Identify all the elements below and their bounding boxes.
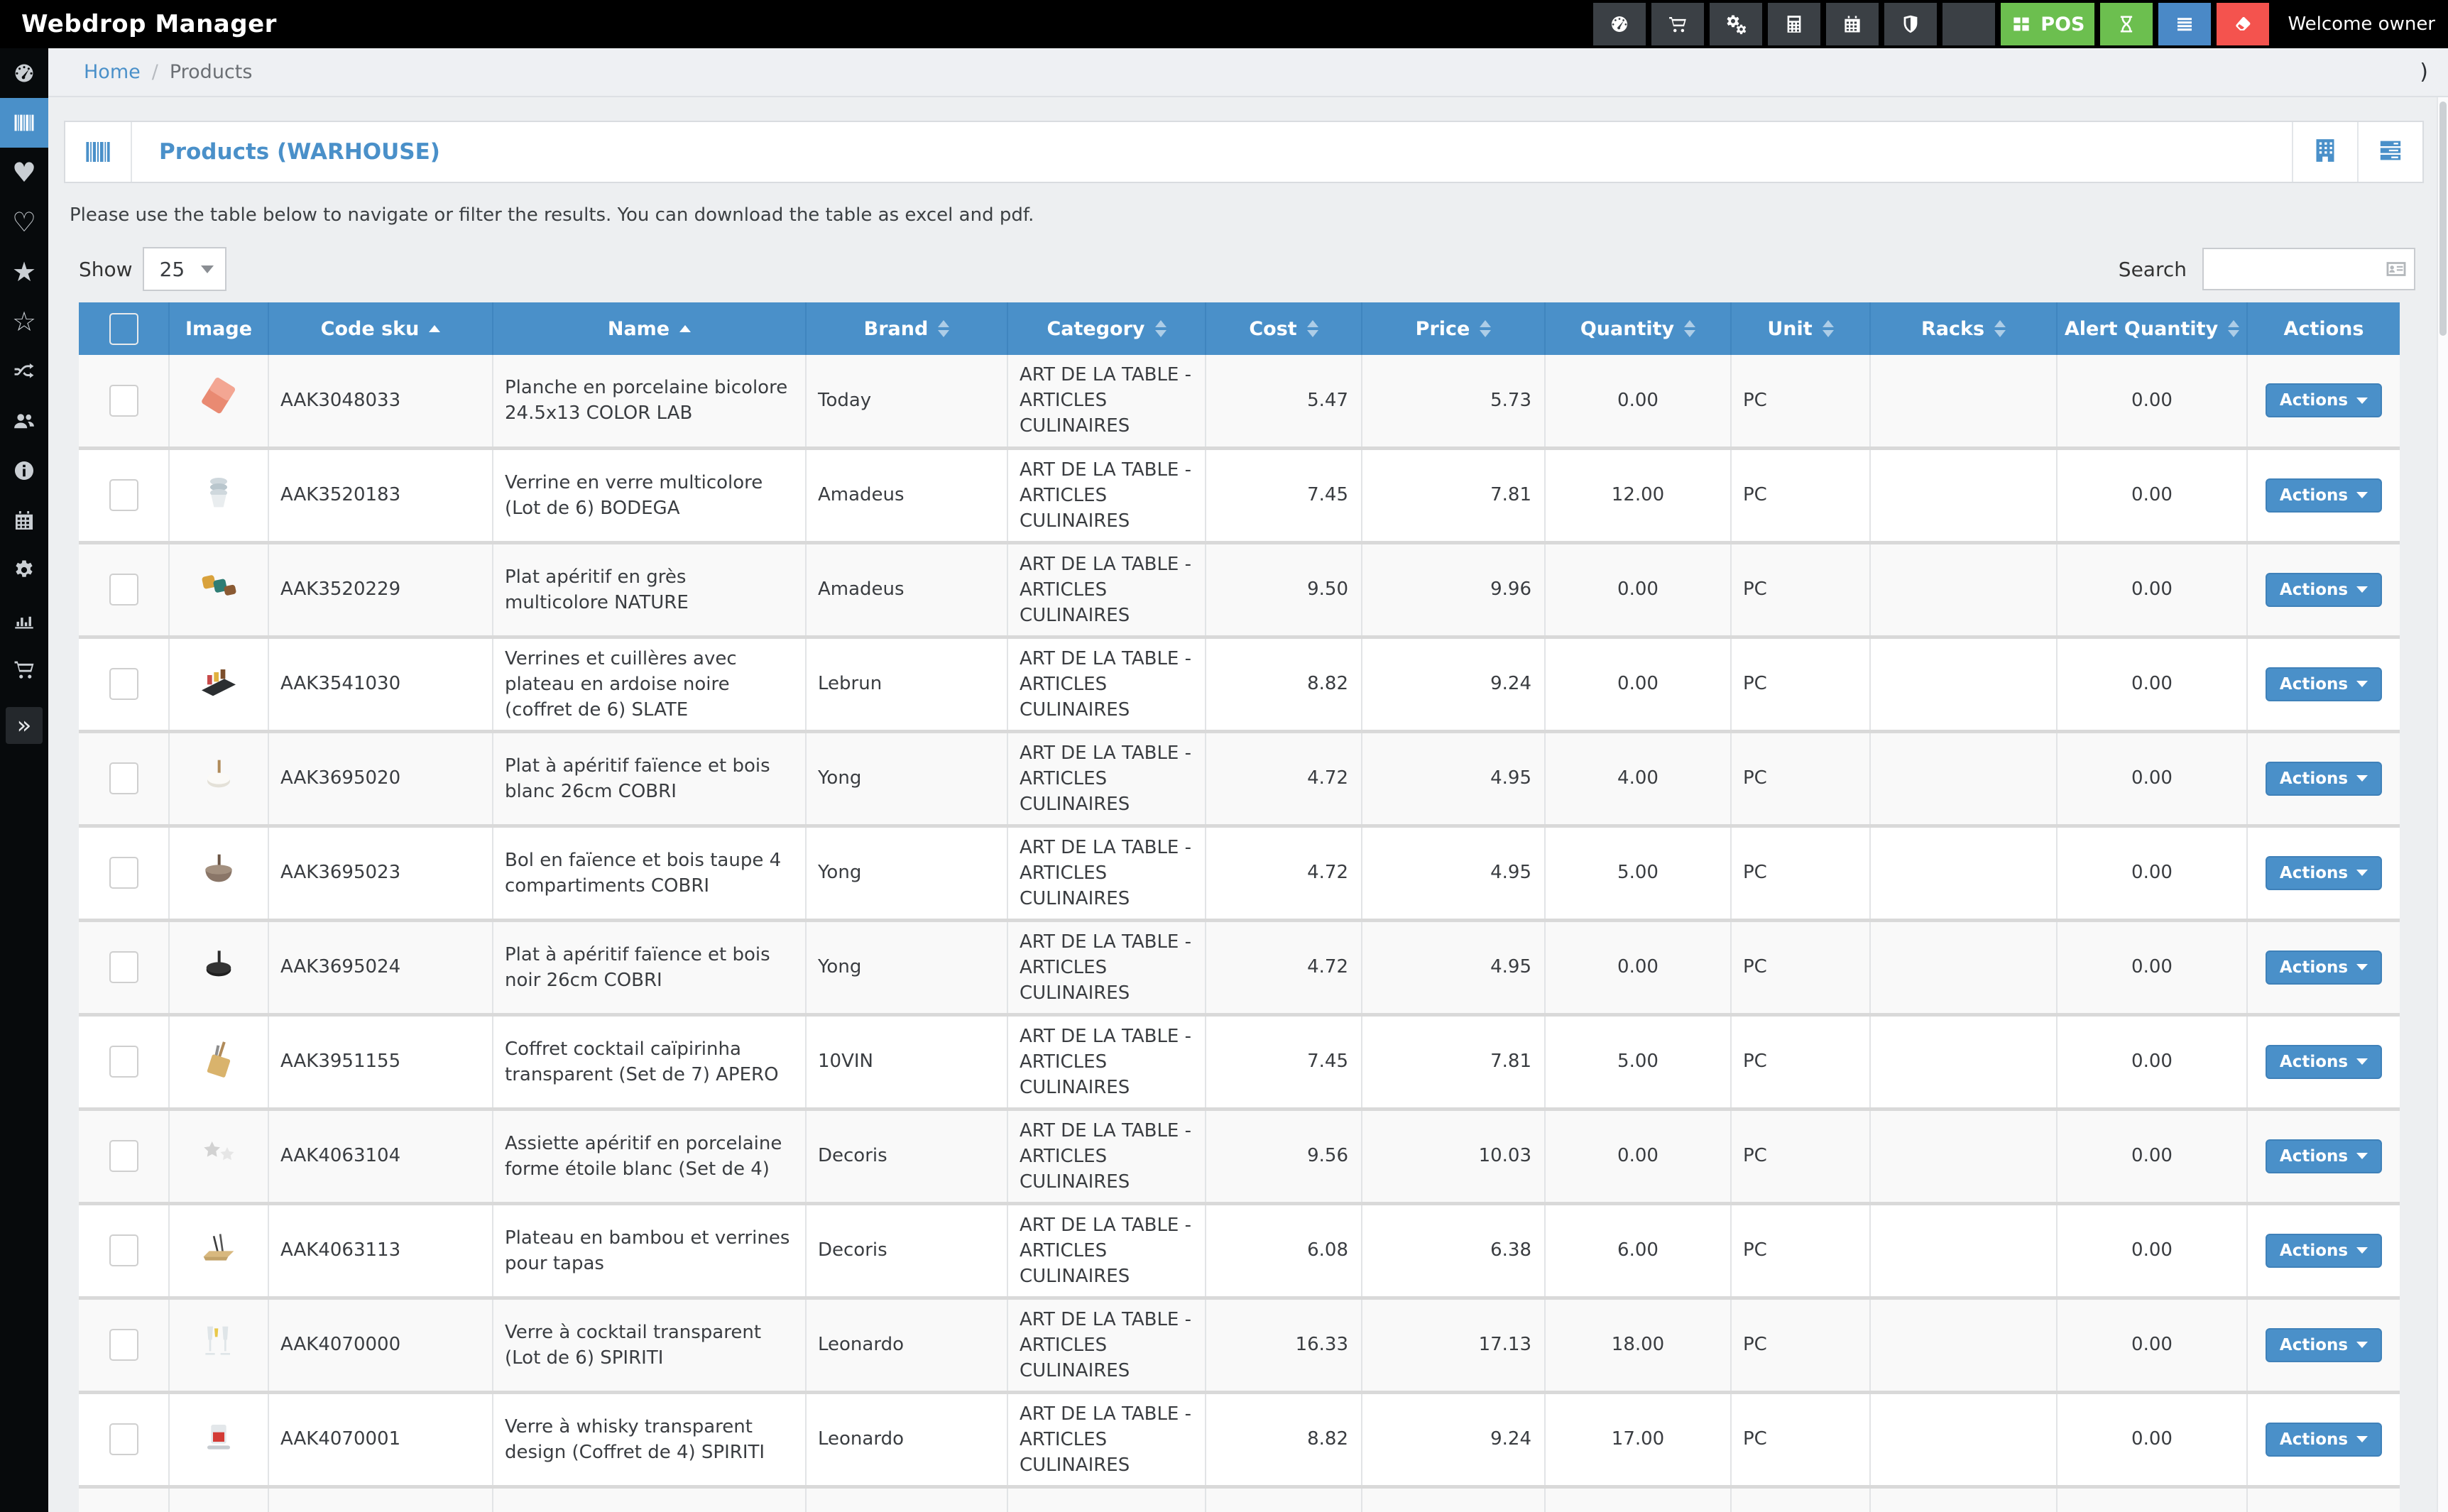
- scrollbar-thumb[interactable]: [2439, 102, 2447, 336]
- caret-down-icon: [2356, 775, 2368, 782]
- product-racks: [1870, 731, 2057, 826]
- product-image: [196, 1220, 241, 1275]
- caret-down-icon: [2356, 398, 2368, 404]
- page-description: Please use the table below to navigate or filter the results. You can download the table as excel and pdf.: [70, 204, 1034, 226]
- product-cost: 6.08: [1206, 1203, 1362, 1298]
- caret-down-icon: [2356, 964, 2368, 970]
- row-checkbox[interactable]: [109, 574, 138, 606]
- product-racks: [1870, 920, 2057, 1014]
- product-image: [196, 747, 241, 803]
- product-alert-quantity: 0.00: [2057, 920, 2247, 1014]
- product-racks: [1870, 1392, 2057, 1486]
- sidebar-item-tachometer[interactable]: [0, 48, 48, 98]
- product-category: ART DE LA TABLE - ARTICLES CULINAIRES: [1007, 1298, 1206, 1392]
- column-label: Alert Quantity: [2064, 317, 2219, 340]
- caret-down-icon: [2356, 870, 2368, 876]
- th-large-button[interactable]: [2001, 3, 2094, 45]
- product-racks: [1870, 542, 2057, 637]
- product-sku: AAK3695020: [268, 731, 493, 826]
- caret-down-icon: [2356, 492, 2368, 498]
- table-row: [79, 1298, 2400, 1392]
- column-label: Racks: [1920, 317, 1985, 340]
- sidebar-item-chart[interactable]: [0, 595, 48, 645]
- column-racks[interactable]: [1870, 302, 2057, 355]
- sort-both-icon: [1307, 320, 1318, 337]
- product-price: 4.95: [1362, 920, 1545, 1014]
- product-alert-quantity: 0.00: [2057, 542, 2247, 637]
- product-brand: Leonardo: [806, 1298, 1007, 1392]
- table-row: [79, 1203, 2400, 1298]
- product-price: 6.38: [1362, 1203, 1545, 1298]
- address-card-icon: [2384, 257, 2408, 281]
- product-quantity: 18.00: [1545, 1298, 1731, 1392]
- product-unit: PC: [1731, 731, 1870, 826]
- sidebar-item-star-filled[interactable]: [0, 247, 48, 297]
- breadcrumb: [48, 48, 2448, 97]
- warehouse-button[interactable]: [2292, 122, 2357, 182]
- gear-icon: [12, 558, 36, 582]
- column-label: Image: [185, 317, 253, 340]
- panel-collapse-toggle[interactable]: ): [2420, 60, 2428, 84]
- actions-button[interactable]: Actions: [2266, 1045, 2382, 1079]
- product-quantity: 6.00: [1545, 1203, 1731, 1298]
- product-category: ART DE LA TABLE - ARTICLES CULINAIRES: [1007, 826, 1206, 920]
- sort-asc-icon: [679, 325, 691, 332]
- product-name: Verre à whisky transparent design (Coffret de 4) SPIRITI: [493, 1392, 806, 1486]
- product-name: Plat à apéritif faïence et bois blanc 26cm COBRI: [493, 731, 806, 826]
- product-brand: Decoris: [806, 1109, 1007, 1203]
- sort-both-icon: [1823, 320, 1834, 337]
- sort-both-icon: [1155, 320, 1166, 337]
- product-brand: Today: [806, 355, 1007, 448]
- product-price: 7.81: [1362, 448, 1545, 542]
- product-category: ART DE LA TABLE - ARTICLES CULINAIRES: [1007, 1203, 1206, 1298]
- product-unit: PC: [1731, 542, 1870, 637]
- welcome-text: Welcome owner: [2288, 13, 2435, 35]
- th-large-icon: [2011, 13, 2032, 35]
- product-category: ART DE LA TABLE - ARTICLES CULINAIRES: [1007, 1392, 1206, 1486]
- product-quantity: 5.00: [1545, 826, 1731, 920]
- breadcrumb-separator: /: [151, 61, 158, 83]
- product-cost: 8.82: [1206, 1392, 1362, 1486]
- breadcrumb-home-link[interactable]: Home: [84, 61, 141, 83]
- product-racks: [1870, 1109, 2057, 1203]
- product-unit: PC: [1731, 920, 1870, 1014]
- product-alert-quantity: 0.00: [2057, 1298, 2247, 1392]
- product-sku: AAK4063113: [268, 1203, 493, 1298]
- table-controls: [79, 247, 2415, 291]
- product-racks: [1870, 355, 2057, 448]
- product-image: [196, 559, 241, 614]
- product-quantity: 0.00: [1545, 355, 1731, 448]
- column-select-all: [79, 302, 169, 355]
- eraser-icon: [2232, 13, 2253, 35]
- product-price: 9.24: [1362, 1392, 1545, 1486]
- app-title: Webdrop Manager: [21, 10, 277, 38]
- product-alert-quantity: 0.00: [2057, 826, 2247, 920]
- table-header-row: [79, 302, 2400, 355]
- product-price: 4.95: [1362, 826, 1545, 920]
- product-alert-quantity: 0.00: [2057, 355, 2247, 448]
- caret-down-icon: [2356, 1153, 2368, 1159]
- table-row: [79, 637, 2400, 731]
- row-checkbox[interactable]: [109, 951, 138, 983]
- hourglass-icon: [2116, 13, 2137, 35]
- product-image: [196, 464, 241, 520]
- product-image: [196, 1408, 241, 1464]
- product-brand: 10VIN: [806, 1014, 1007, 1109]
- product-sku: AAK3520183: [268, 448, 493, 542]
- column-label: Unit: [1767, 317, 1813, 340]
- product-image: [196, 842, 241, 897]
- product-price: 5.73: [1362, 355, 1545, 448]
- product-category: ART DE LA TABLE - ARTICLES CULINAIRES: [1007, 1014, 1206, 1109]
- product-alert-quantity: 0.00: [2057, 1014, 2247, 1109]
- racks-button[interactable]: [2357, 122, 2422, 182]
- product-image: [196, 936, 241, 992]
- actions-button[interactable]: Actions: [2266, 478, 2382, 513]
- sort-both-icon: [938, 320, 949, 337]
- actions-button[interactable]: Actions: [2266, 856, 2382, 890]
- product-sku: AAK3695023: [268, 826, 493, 920]
- product-brand: Yong: [806, 920, 1007, 1014]
- search-input[interactable]: [2202, 248, 2415, 290]
- sidebar-item-star-outline[interactable]: [0, 297, 48, 346]
- column-unit[interactable]: [1731, 302, 1870, 355]
- product-unit: PC: [1731, 1014, 1870, 1109]
- building-icon: [2311, 136, 2339, 168]
- product-cost: 7.45: [1206, 448, 1362, 542]
- table-row: [79, 731, 2400, 826]
- actions-button[interactable]: Actions: [2266, 667, 2382, 701]
- product-price: 17.13: [1362, 1298, 1545, 1392]
- topbar: [0, 0, 2448, 48]
- select-all-checkbox[interactable]: [109, 313, 138, 345]
- shuffle-icon: [12, 359, 36, 383]
- product-cost: 9.56: [1206, 1109, 1362, 1203]
- calendar-button[interactable]: [1826, 3, 1879, 45]
- product-image: [196, 1314, 241, 1369]
- product-name: Coffret cocktail caïpirinha transparent (Set de 7) APERO: [493, 1014, 806, 1109]
- product-racks: [1870, 1203, 2057, 1298]
- table-row: [79, 542, 2400, 637]
- page-header: [64, 121, 2424, 183]
- column-cost[interactable]: [1206, 302, 1362, 355]
- row-checkbox[interactable]: [109, 1423, 138, 1455]
- product-alert-quantity: 0.00: [2057, 1392, 2247, 1486]
- product-image: [196, 1125, 241, 1180]
- actions-button[interactable]: Actions: [2266, 951, 2382, 985]
- product-name: Plat à apéritif faïence et bois noir 26cm COBRI: [493, 920, 806, 1014]
- sidebar-item-gear[interactable]: [0, 545, 48, 595]
- product-racks: [1870, 1298, 2057, 1392]
- product-brand: Yong: [806, 826, 1007, 920]
- product-name: Verrines et cuillères avec plateau en ardoise noire (coffret de 6) SLATE: [493, 637, 806, 731]
- table-row: [79, 1392, 2400, 1486]
- caret-down-icon: [2356, 681, 2368, 687]
- product-quantity: 0.00: [1545, 637, 1731, 731]
- tachometer-button[interactable]: [1593, 3, 1646, 45]
- table-row: [79, 1014, 2400, 1109]
- sidebar-item-info[interactable]: [0, 446, 48, 495]
- sort-asc-icon: [429, 325, 440, 332]
- column-label: Code sku: [320, 317, 420, 340]
- page-length-value: 25: [159, 257, 185, 281]
- eraser-button[interactable]: [2217, 3, 2269, 45]
- product-brand: Yong: [806, 731, 1007, 826]
- actions-button[interactable]: Actions: [2266, 383, 2382, 417]
- product-alert-quantity: 0.00: [2057, 448, 2247, 542]
- caret-down-icon: [2356, 1342, 2368, 1348]
- product-unit: PC: [1731, 1203, 1870, 1298]
- product-sku: AAK3951155: [268, 1014, 493, 1109]
- cart-button[interactable]: [1651, 3, 1704, 45]
- table-row: [79, 448, 2400, 542]
- sort-both-icon: [2228, 320, 2239, 337]
- star-filled-icon: ★: [11, 256, 37, 287]
- product-price: 7.81: [1362, 1014, 1545, 1109]
- product-cost: 4.72: [1206, 920, 1362, 1014]
- row-checkbox[interactable]: [109, 1046, 138, 1078]
- sort-both-icon: [1480, 320, 1491, 337]
- barcode-icon: [12, 111, 36, 135]
- product-alert-quantity: 0.00: [2057, 1203, 2247, 1298]
- product-brand: Decoris: [806, 1203, 1007, 1298]
- product-category: ART DE LA TABLE - ARTICLES CULINAIRES: [1007, 637, 1206, 731]
- product-alert-quantity: 0.00: [2057, 731, 2247, 826]
- main-content: [48, 97, 2448, 1512]
- product-unit: PC: [1731, 448, 1870, 542]
- row-checkbox[interactable]: [109, 668, 138, 700]
- product-alert-quantity: 0.00: [2057, 637, 2247, 731]
- calendar-icon: [12, 508, 36, 532]
- tachometer-icon: [1609, 13, 1630, 35]
- product-quantity: 0.00: [1545, 920, 1731, 1014]
- table-body: [79, 355, 2400, 1512]
- actions-button[interactable]: Actions: [2266, 1234, 2382, 1268]
- show-label: Show: [79, 257, 133, 281]
- select-caret-icon: [201, 265, 214, 273]
- product-price: 9.96: [1362, 542, 1545, 637]
- product-sku: AAK3695024: [268, 920, 493, 1014]
- product-sku: AAK4070001: [268, 1392, 493, 1486]
- product-image: [196, 653, 241, 708]
- hourglass-button[interactable]: [2100, 3, 2153, 45]
- column-image: [169, 302, 268, 355]
- pos-label: POS: [2040, 13, 2085, 35]
- product-unit: PC: [1731, 1109, 1870, 1203]
- products-table: [79, 302, 2400, 1512]
- scrollbar[interactable]: [2437, 97, 2448, 1512]
- server-list-icon: [2376, 136, 2405, 168]
- caret-down-icon: [2356, 1436, 2368, 1442]
- table-row: [79, 1109, 2400, 1203]
- product-racks: [1870, 637, 2057, 731]
- product-category: ART DE LA TABLE - ARTICLES CULINAIRES: [1007, 542, 1206, 637]
- product-image: [196, 369, 241, 424]
- list-icon: [2174, 13, 2195, 35]
- product-sku: AAK4070000: [268, 1298, 493, 1392]
- caret-down-icon: [2356, 1247, 2368, 1254]
- product-sku: AAK4063104: [268, 1109, 493, 1203]
- actions-button[interactable]: Actions: [2266, 573, 2382, 607]
- product-cost: 9.50: [1206, 542, 1362, 637]
- chart-icon: [12, 608, 36, 632]
- product-cost: 16.33: [1206, 1298, 1362, 1392]
- blank-button[interactable]: [1942, 3, 1995, 45]
- topbar-actions: [1588, 0, 2269, 48]
- sidebar-item-calendar[interactable]: [0, 495, 48, 545]
- actions-button[interactable]: Actions: [2266, 762, 2382, 796]
- column-actions: [2247, 302, 2400, 355]
- row-checkbox[interactable]: [109, 1329, 138, 1361]
- actions-button[interactable]: Actions: [2266, 1139, 2382, 1173]
- sidebar-item-barcode[interactable]: [0, 98, 48, 148]
- product-alert-quantity: 0.00: [2057, 1109, 2247, 1203]
- column-label: Category: [1047, 317, 1145, 340]
- column-brand[interactable]: [806, 302, 1007, 355]
- product-name: Assiette apéritif en porcelaine forme étoile blanc (Set de 4): [493, 1109, 806, 1203]
- row-checkbox[interactable]: [109, 385, 138, 417]
- cart-icon: [1667, 13, 1688, 35]
- table-row: [79, 920, 2400, 1014]
- page-title: Products (WARHOUSE): [159, 139, 440, 165]
- gears-button[interactable]: [1710, 3, 1762, 45]
- gears-icon: [1725, 13, 1747, 35]
- sidebar-item-heart-outline[interactable]: [0, 197, 48, 247]
- product-unit: PC: [1731, 637, 1870, 731]
- product-quantity: 5.00: [1545, 1014, 1731, 1109]
- product-unit: PC: [1731, 355, 1870, 448]
- column-price[interactable]: [1362, 302, 1545, 355]
- product-quantity: 17.00: [1545, 1392, 1731, 1486]
- sort-both-icon: [1684, 320, 1695, 337]
- product-category: ART DE LA TABLE - ARTICLES CULINAIRES: [1007, 920, 1206, 1014]
- product-name: Plateau en bambou et verrines pour tapas: [493, 1203, 806, 1298]
- product-cost: 7.45: [1206, 1014, 1362, 1109]
- product-racks: [1870, 1014, 2057, 1109]
- product-racks: [1870, 448, 2057, 542]
- calculator-button[interactable]: [1768, 3, 1820, 45]
- product-racks: [1870, 826, 2057, 920]
- product-brand: Lebrun: [806, 637, 1007, 731]
- product-name: Verre à cocktail transparent (Lot de 6) SPIRITI: [493, 1298, 806, 1392]
- star-outline-icon: ☆: [11, 306, 37, 337]
- actions-button[interactable]: Actions: [2266, 1328, 2382, 1362]
- product-sku: AAK3520229: [268, 542, 493, 637]
- product-quantity: 12.00: [1545, 448, 1731, 542]
- product-category: ART DE LA TABLE - ARTICLES CULINAIRES: [1007, 731, 1206, 826]
- column-quantity[interactable]: [1545, 302, 1731, 355]
- sidebar-item-cart[interactable]: [0, 645, 48, 694]
- shield-icon: [1900, 13, 1921, 35]
- product-name: Plat apéritif en grès multicolore NATURE: [493, 542, 806, 637]
- product-name: Planche en porcelaine bicolore 24.5x13 COLOR LAB: [493, 355, 806, 448]
- sidebar: [0, 48, 48, 1512]
- product-brand: Leonardo: [806, 1392, 1007, 1486]
- calendar-icon: [1842, 13, 1863, 35]
- column-label: Price: [1415, 317, 1470, 340]
- column-label: Name: [607, 317, 670, 340]
- row-checkbox[interactable]: [109, 1234, 138, 1266]
- row-checkbox[interactable]: [109, 857, 138, 889]
- row-checkbox[interactable]: [109, 1140, 138, 1172]
- page-length-select[interactable]: [143, 247, 226, 291]
- product-sku: AAK3541030: [268, 637, 493, 731]
- tachometer-icon: [12, 61, 36, 85]
- column-category[interactable]: [1007, 302, 1206, 355]
- sort-both-icon: [1994, 320, 2006, 337]
- product-unit: PC: [1731, 826, 1870, 920]
- product-brand: Amadeus: [806, 542, 1007, 637]
- sidebar-item-users[interactable]: [0, 396, 48, 446]
- table-row: [79, 355, 2400, 448]
- product-image: [196, 1031, 241, 1086]
- shield-button[interactable]: [1884, 3, 1937, 45]
- product-category: ART DE LA TABLE - ARTICLES CULINAIRES: [1007, 1109, 1206, 1203]
- product-price: 9.24: [1362, 637, 1545, 731]
- barcode-icon: [65, 122, 132, 182]
- column-label: Brand: [863, 317, 929, 340]
- product-category: ART DE LA TABLE - ARTICLES CULINAIRES: [1007, 448, 1206, 542]
- product-brand: Amadeus: [806, 448, 1007, 542]
- row-checkbox[interactable]: [109, 479, 138, 511]
- caret-down-icon: [2356, 586, 2368, 593]
- cart-icon: [12, 657, 36, 681]
- product-quantity: 0.00: [1545, 542, 1731, 637]
- product-category: ART DE LA TABLE - ARTICLES CULINAIRES: [1007, 355, 1206, 448]
- list-button[interactable]: [2158, 3, 2211, 45]
- sidebar-item-shuffle[interactable]: [0, 346, 48, 396]
- heart-outline-icon: ♡: [11, 207, 37, 238]
- column-label: Actions: [2283, 317, 2364, 340]
- product-name: Verrine en verre multicolore (Lot de 6) BODEGA: [493, 448, 806, 542]
- sidebar-item-heart-filled[interactable]: [0, 148, 48, 197]
- info-icon: [12, 459, 36, 483]
- product-cost: 5.47: [1206, 355, 1362, 448]
- column-code-sku[interactable]: [268, 302, 493, 355]
- product-sku: AAK3048033: [268, 355, 493, 448]
- column-label: Quantity: [1580, 317, 1675, 340]
- product-cost: 8.82: [1206, 637, 1362, 731]
- search-label: Search: [2118, 257, 2187, 281]
- product-cost: 4.72: [1206, 731, 1362, 826]
- product-unit: PC: [1731, 1298, 1870, 1392]
- breadcrumb-current: Products: [169, 61, 253, 83]
- calculator-icon: [1783, 13, 1805, 35]
- heart-filled-icon: ♥: [11, 157, 37, 188]
- product-name: Bol en faïence et bois taupe 4 compartiments COBRI: [493, 826, 806, 920]
- table-row: [79, 826, 2400, 920]
- product-price: 4.95: [1362, 731, 1545, 826]
- column-alert-quantity[interactable]: [2057, 302, 2247, 355]
- product-cost: 4.72: [1206, 826, 1362, 920]
- product-quantity: 0.00: [1545, 1109, 1731, 1203]
- sidebar-expand-button[interactable]: »: [6, 707, 43, 744]
- product-quantity: 4.00: [1545, 731, 1731, 826]
- column-label: Cost: [1249, 317, 1297, 340]
- table-row-clipped: [79, 1486, 2400, 1512]
- actions-button[interactable]: Actions: [2266, 1423, 2382, 1457]
- users-icon: [12, 409, 36, 433]
- caret-down-icon: [2356, 1058, 2368, 1065]
- column-name[interactable]: [493, 302, 806, 355]
- row-checkbox[interactable]: [109, 762, 138, 794]
- product-unit: PC: [1731, 1392, 1870, 1486]
- product-price: 10.03: [1362, 1109, 1545, 1203]
